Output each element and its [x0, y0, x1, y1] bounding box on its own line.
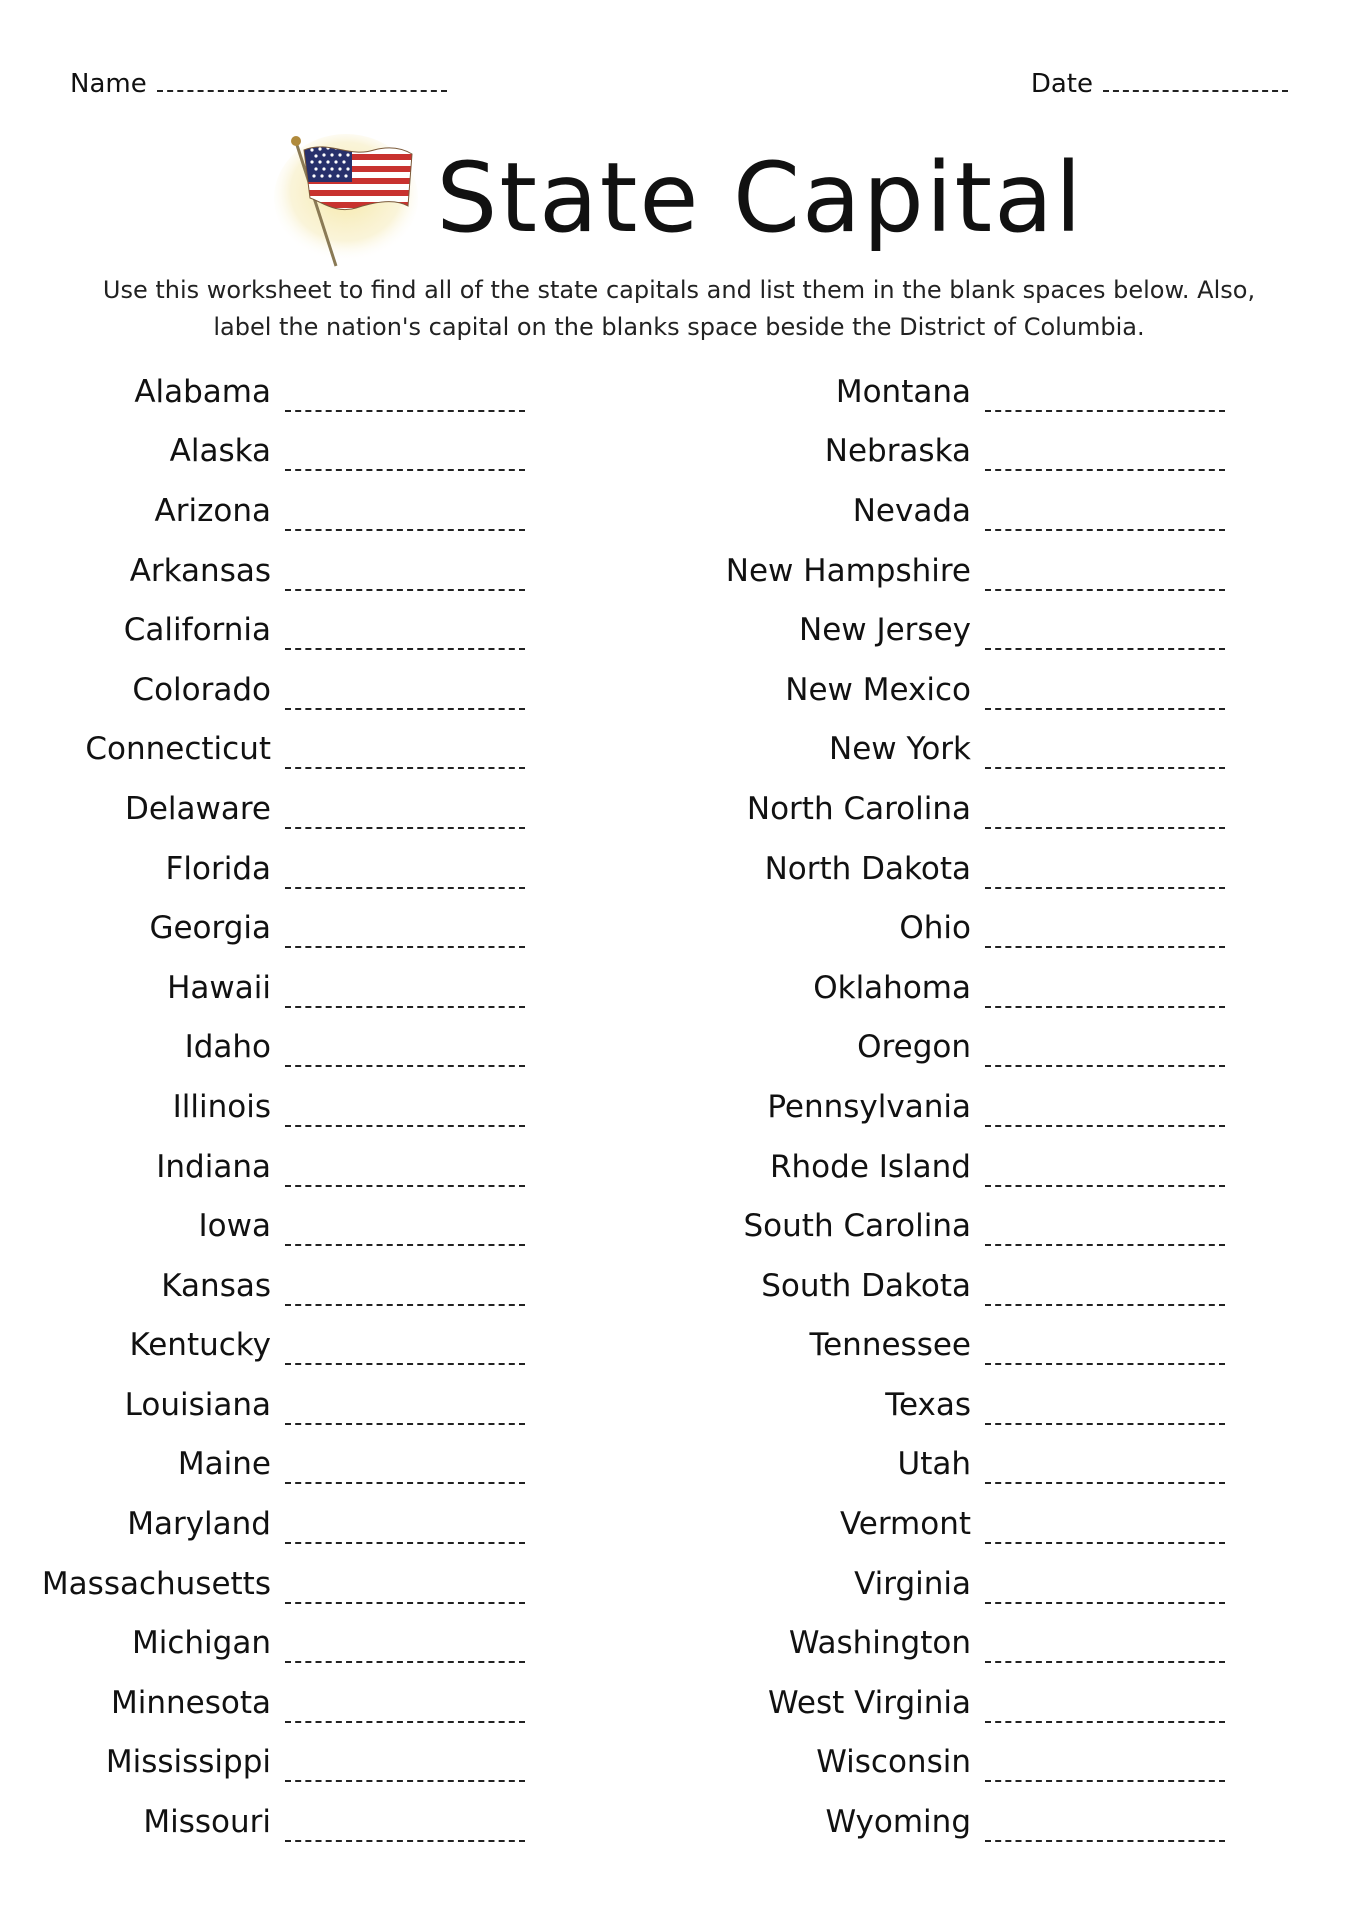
state-label: Georgia: [149, 910, 271, 947]
state-row: [720, 720, 1340, 780]
state-row: [720, 1196, 1340, 1256]
state-row: [20, 898, 640, 958]
capital-answer-blank[interactable]: [985, 1280, 1225, 1306]
capital-answer-blank[interactable]: [285, 565, 525, 591]
capital-answer-blank[interactable]: [985, 803, 1225, 829]
capital-answer-blank[interactable]: [985, 1399, 1225, 1425]
state-label: Iowa: [198, 1208, 271, 1245]
name-blank[interactable]: [157, 68, 447, 92]
american-flag-icon: [274, 128, 424, 268]
capital-answer-blank[interactable]: [285, 624, 525, 650]
state-row: [720, 362, 1340, 422]
capital-answer-blank[interactable]: [985, 505, 1225, 531]
state-label: Nebraska: [824, 433, 971, 470]
capital-answer-blank[interactable]: [285, 1101, 525, 1127]
state-row: [720, 541, 1340, 601]
capital-answer-blank[interactable]: [985, 1220, 1225, 1246]
state-label: West Virginia: [768, 1684, 971, 1721]
capital-answer-blank[interactable]: [985, 684, 1225, 710]
state-label: Illinois: [172, 1088, 271, 1125]
state-row: [20, 1256, 640, 1316]
state-label: North Carolina: [746, 790, 971, 827]
state-label: California: [123, 612, 271, 649]
state-row: [20, 720, 640, 780]
state-row: [720, 1375, 1340, 1435]
state-label: Washington: [788, 1625, 971, 1662]
state-row: [20, 1494, 640, 1554]
name-label: Name: [70, 69, 147, 99]
state-row: [720, 1733, 1340, 1793]
right-state-column: [720, 362, 1340, 1852]
state-label: Florida: [165, 850, 271, 887]
capital-answer-blank[interactable]: [285, 1578, 525, 1604]
state-row: [720, 1494, 1340, 1554]
state-label: New York: [829, 731, 971, 768]
capital-answer-blank[interactable]: [285, 445, 525, 471]
state-label: Kansas: [161, 1267, 271, 1304]
state-row: [720, 1018, 1340, 1078]
state-label: Utah: [897, 1446, 971, 1483]
capital-answer-blank[interactable]: [985, 863, 1225, 889]
state-label: Mississippi: [105, 1744, 271, 1781]
state-label: Kentucky: [129, 1327, 271, 1364]
capital-answer-blank[interactable]: [285, 505, 525, 531]
capital-answer-blank[interactable]: [285, 1220, 525, 1246]
capital-answer-blank[interactable]: [285, 1637, 525, 1663]
capital-answer-blank[interactable]: [285, 1339, 525, 1365]
state-row: [20, 1196, 640, 1256]
capital-answer-blank[interactable]: [985, 565, 1225, 591]
state-label: Ohio: [899, 910, 971, 947]
state-label: Connecticut: [85, 731, 271, 768]
capital-answer-blank[interactable]: [985, 1637, 1225, 1663]
state-label: Hawaii: [167, 969, 271, 1006]
capital-answer-blank[interactable]: [985, 982, 1225, 1008]
capital-answer-blank[interactable]: [285, 863, 525, 889]
capital-answer-blank[interactable]: [985, 1756, 1225, 1782]
state-label: Minnesota: [111, 1684, 271, 1721]
capital-answer-blank[interactable]: [285, 1816, 525, 1842]
state-row: [20, 541, 640, 601]
state-label: Delaware: [124, 790, 271, 827]
state-row: [720, 422, 1340, 482]
name-field: [70, 68, 447, 100]
state-row: [20, 1733, 640, 1793]
state-row: [20, 422, 640, 482]
state-row: [20, 1375, 640, 1435]
capital-answer-blank[interactable]: [285, 982, 525, 1008]
state-row: [20, 839, 640, 899]
date-field: [1031, 68, 1288, 100]
capital-answer-blank[interactable]: [985, 922, 1225, 948]
state-row: [20, 1018, 640, 1078]
capital-answer-blank[interactable]: [285, 803, 525, 829]
capital-answer-blank[interactable]: [285, 1697, 525, 1723]
state-label: Massachusetts: [41, 1565, 271, 1602]
state-label: Indiana: [156, 1148, 271, 1185]
state-row: [720, 898, 1340, 958]
state-label: Colorado: [132, 671, 271, 708]
state-label: Alaska: [169, 433, 271, 470]
state-row: [720, 481, 1340, 541]
state-row: [720, 958, 1340, 1018]
state-label: Maine: [177, 1446, 271, 1483]
date-label: Date: [1030, 69, 1093, 99]
state-row: [20, 1792, 640, 1852]
state-row: [720, 660, 1340, 720]
state-row: [720, 1316, 1340, 1376]
capital-answer-blank[interactable]: [285, 922, 525, 948]
state-label: Idaho: [184, 1029, 271, 1066]
state-label: South Carolina: [743, 1208, 971, 1245]
state-label: North Dakota: [764, 850, 971, 887]
state-row: [20, 1316, 640, 1376]
capital-answer-blank[interactable]: [285, 684, 525, 710]
state-label: Rhode Island: [770, 1148, 971, 1185]
capital-answer-blank[interactable]: [285, 1041, 525, 1067]
state-label: Oklahoma: [813, 969, 971, 1006]
state-row: [720, 779, 1340, 839]
state-row: [720, 1077, 1340, 1137]
capital-answer-blank[interactable]: [985, 1161, 1225, 1187]
state-row: [720, 839, 1340, 899]
capital-answer-blank[interactable]: [285, 743, 525, 769]
left-state-column: [20, 362, 640, 1852]
state-row: [720, 1435, 1340, 1495]
state-row: [720, 1554, 1340, 1614]
instructions: Use this worksheet to find all of the state capitals and list them in the blank spaces below. Also, label the nation's capital on the blanks space beside the District of Columbia.: [102, 276, 1256, 341]
state-row: [20, 1673, 640, 1733]
capital-answer-blank[interactable]: [285, 1756, 525, 1782]
state-label: Louisiana: [124, 1386, 271, 1423]
state-row: [20, 1554, 640, 1614]
state-label: Michigan: [132, 1625, 271, 1662]
state-row: [720, 1792, 1340, 1852]
capital-answer-blank[interactable]: [285, 1161, 525, 1187]
state-label: Pennsylvania: [767, 1088, 971, 1125]
state-label: Oregon: [857, 1029, 971, 1066]
capital-answer-blank[interactable]: [985, 1458, 1225, 1484]
date-blank[interactable]: [1103, 68, 1288, 92]
state-row: [20, 1613, 640, 1673]
state-row: [720, 1137, 1340, 1197]
capital-answer-blank[interactable]: [985, 1041, 1225, 1067]
state-row: [20, 779, 640, 839]
state-row: [20, 660, 640, 720]
state-label: Missouri: [143, 1804, 271, 1841]
state-row: [20, 1137, 640, 1197]
state-label: Nevada: [852, 492, 971, 529]
state-row: [720, 1256, 1340, 1316]
state-label: Texas: [885, 1386, 971, 1423]
state-row: [720, 600, 1340, 660]
state-row: [20, 1435, 640, 1495]
state-label: Vermont: [839, 1506, 971, 1543]
state-row: [20, 362, 640, 422]
state-row: [20, 958, 640, 1018]
state-label: New Hampshire: [725, 552, 971, 589]
capital-answer-blank[interactable]: [985, 624, 1225, 650]
state-row: [720, 1613, 1340, 1673]
state-label: Tennessee: [809, 1327, 971, 1364]
capital-answer-blank[interactable]: [985, 1697, 1225, 1723]
capital-answer-blank[interactable]: [985, 743, 1225, 769]
state-label: Wyoming: [825, 1804, 971, 1841]
state-label: Arkansas: [129, 552, 271, 589]
state-label: Alabama: [134, 373, 271, 410]
capital-answer-blank[interactable]: [985, 1816, 1225, 1842]
state-label: New Mexico: [785, 671, 971, 708]
capital-answer-blank[interactable]: [285, 386, 525, 412]
state-label: South Dakota: [761, 1267, 971, 1304]
capital-answer-blank[interactable]: [985, 1578, 1225, 1604]
capital-answer-blank[interactable]: [985, 1101, 1225, 1127]
state-label: Montana: [835, 373, 971, 410]
capital-answer-blank[interactable]: [285, 1399, 525, 1425]
state-label: Maryland: [127, 1506, 271, 1543]
state-label: Wisconsin: [816, 1744, 971, 1781]
capital-answer-blank[interactable]: [985, 386, 1225, 412]
state-row: [720, 1673, 1340, 1733]
capital-answer-blank[interactable]: [285, 1458, 525, 1484]
state-label: Virginia: [854, 1565, 971, 1602]
state-row: [20, 1077, 640, 1137]
state-label: Arizona: [154, 492, 271, 529]
state-row: [20, 481, 640, 541]
state-row: [20, 600, 640, 660]
capital-answer-blank[interactable]: [285, 1518, 525, 1544]
capital-answer-blank[interactable]: [985, 445, 1225, 471]
capital-answer-blank[interactable]: [985, 1518, 1225, 1544]
capital-answer-blank[interactable]: [985, 1339, 1225, 1365]
capital-answer-blank[interactable]: [285, 1280, 525, 1306]
title-row: [0, 128, 1358, 268]
state-label: New Jersey: [799, 612, 971, 649]
page-title: State Capital: [436, 142, 1084, 254]
